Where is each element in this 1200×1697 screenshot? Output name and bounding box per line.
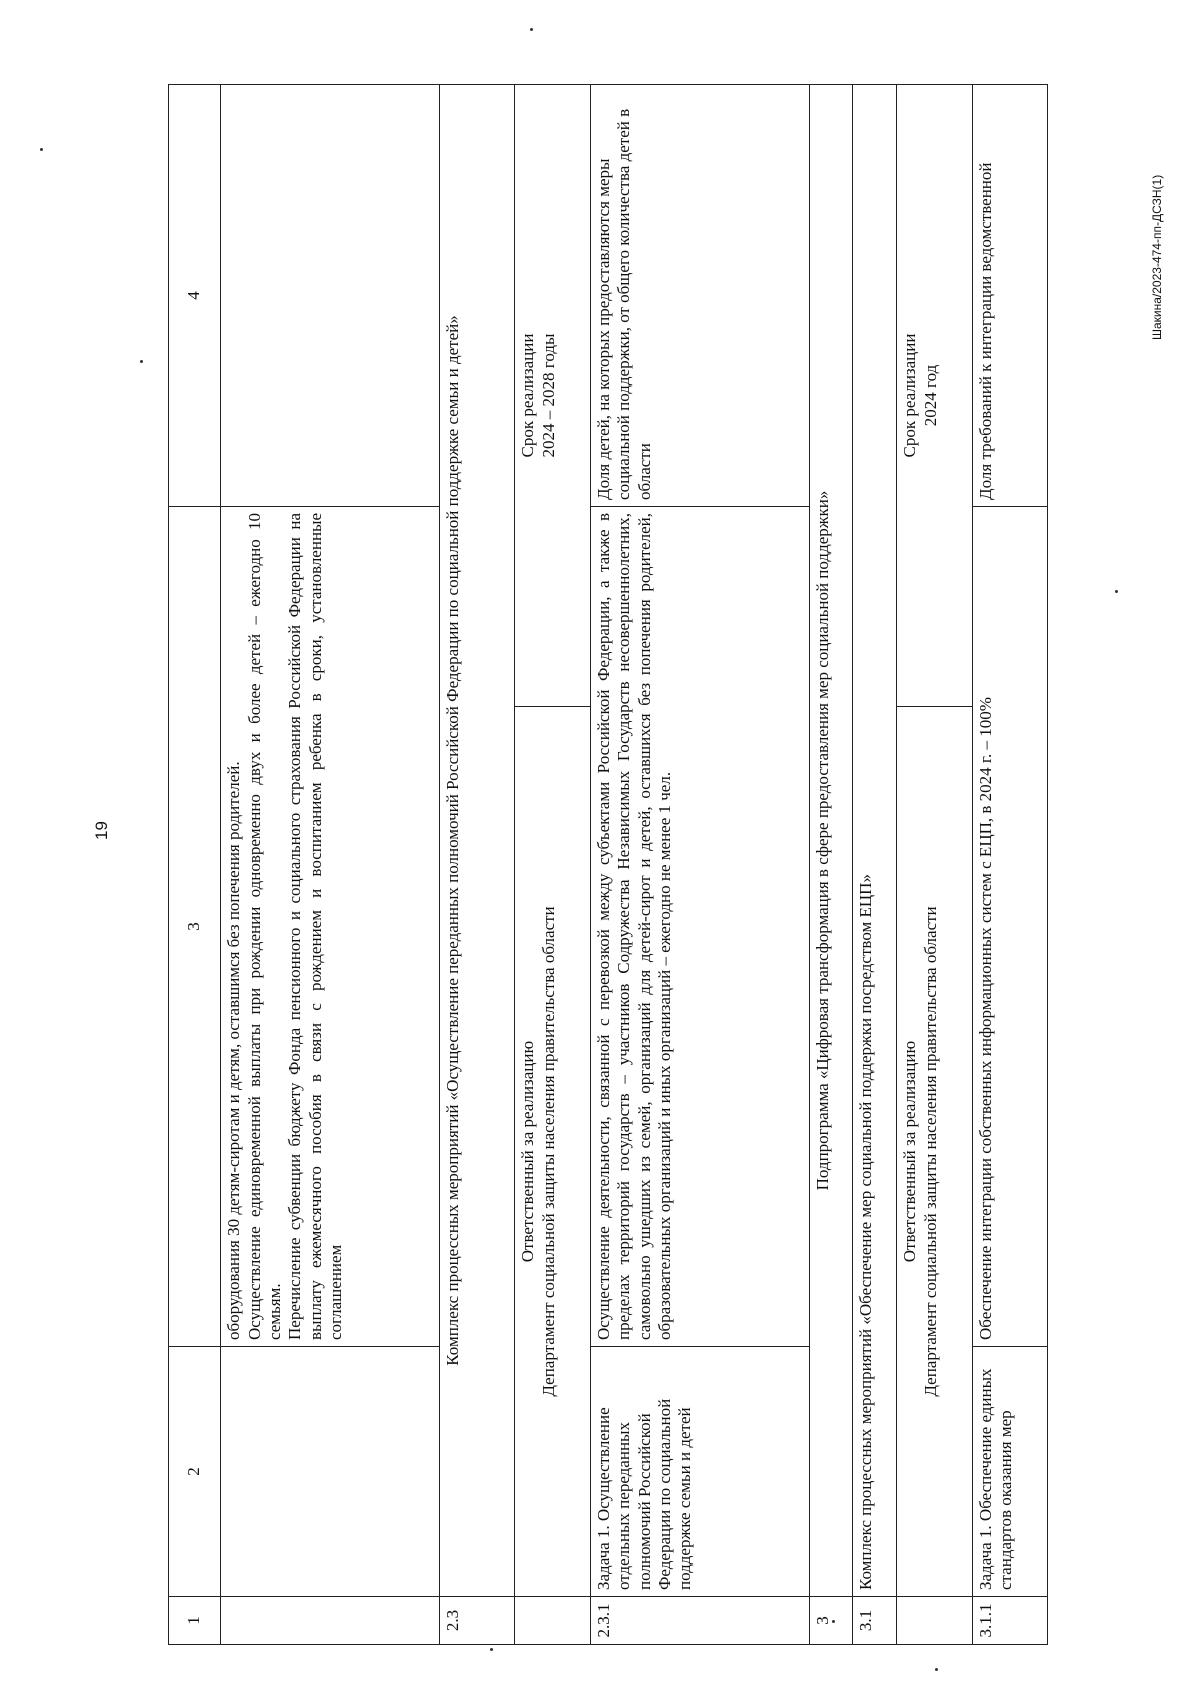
rotated-table-wrapper	[168, 85, 1048, 1645]
task-indicator: Доля детей, на которых предоставляются меры социальной поддержки, от общего количества детей в области	[590, 84, 809, 506]
document-code: Шакина/2023-474-пп-ДСЗН(1)	[1150, 174, 1164, 340]
responsible-label: Ответственный за реализацию	[900, 1040, 920, 1263]
row-number: 2.3	[440, 1597, 515, 1645]
row-number: 3.1	[853, 1597, 897, 1645]
header-col-1: 1	[169, 1597, 221, 1645]
task-cell: Задача 1. Осуществление отдельных переданных полномочий Российской Федерации по социальной поддержке семьи и детей	[590, 1347, 809, 1597]
responsible-row	[897, 84, 972, 1644]
responsible-row	[515, 84, 590, 1644]
subprogram-row-3	[809, 84, 853, 1644]
scan-speck	[40, 148, 43, 151]
row-number: 2.3.1	[590, 1597, 809, 1645]
responsible-cell	[897, 707, 972, 1597]
header-col-3: 3	[169, 506, 221, 1346]
term-value: 2024 год	[920, 364, 940, 427]
task-cell: Задача 1. Обеспечение единых стандартов оказания мер	[972, 1347, 1047, 1597]
header-col-2: 2	[169, 1347, 221, 1597]
task-row-2-3-1	[590, 84, 809, 1644]
section-title: Комплекс процессных мероприятий «Осуществление переданных полномочий Российской Федерации по социальной поддержке семьи и детей»	[440, 84, 515, 1596]
section-title: Комплекс процессных мероприятий «Обеспечение мер социальной поддержки посредством ЕЦП»	[853, 84, 897, 1596]
responsible-department: Департамент социальной защиты населения правительства области	[538, 906, 558, 1397]
header-row	[169, 84, 221, 1644]
row-number: 3	[809, 1597, 853, 1645]
responsible-department: Департамент социальной защиты населения правительства области	[920, 906, 940, 1397]
scan-speck	[490, 1648, 493, 1651]
section-row-3-1	[853, 84, 897, 1644]
continuation-row	[221, 84, 440, 1644]
scan-speck	[140, 360, 143, 363]
header-col-4: 4	[169, 84, 221, 506]
row-number: 3.1.1	[972, 1597, 1047, 1645]
responsible-label: Ответственный за реализацию	[518, 1040, 538, 1263]
task-row-3-1-1	[972, 84, 1047, 1644]
section-row-2-3	[440, 84, 515, 1644]
term-value: 2024 – 2028 годы	[538, 333, 558, 458]
continuation-text: оборудования 30 детям-сиротам и детям, оставшимся без попечения родителей. Осуществление единовременной выплаты при рождении одновременно двух и более детей – ежегодно 10 семьям. Перечисление субвенции бюджету Фонда пенсионного и социального страхования Российской Федерации на выплату ежемесячного пособия в связи с рождением и воспитанием ребенка в сроки, установленные соглашением	[221, 506, 440, 1346]
scan-speck	[1115, 590, 1118, 593]
program-table	[168, 84, 1048, 1645]
task-indicator: Доля требований к интеграции ведомственной	[972, 84, 1047, 506]
task-description: Обеспечение интеграции собственных информационных систем с ЕЦП, в 2024 г. – 100%	[972, 506, 1047, 1346]
term-cell	[515, 84, 590, 706]
term-label: Срок реализации	[518, 333, 538, 458]
term-cell	[897, 84, 972, 706]
page-number: 19	[92, 821, 111, 840]
scan-speck	[530, 28, 533, 31]
term-label: Срок реализации	[900, 333, 920, 458]
subprogram-title: Подпрограмма «Цифровая трансформация в сфере предоставления мер социальной поддержки»	[809, 84, 853, 1596]
scan-speck	[935, 1668, 938, 1671]
responsible-cell	[515, 707, 590, 1597]
task-description: Осуществление деятельности, связанной с перевозкой между субъектами Российской Федерации, а также в пределах территорий государств – участников Содружества Независимых Государств несовершеннолетних, самовольно ушедших из семей, организаций для детей-сирот и детей, оставшихся без попечения родителей, образовательных организаций и иных организаций – ежегодно не менее 1 чел.	[590, 506, 809, 1346]
